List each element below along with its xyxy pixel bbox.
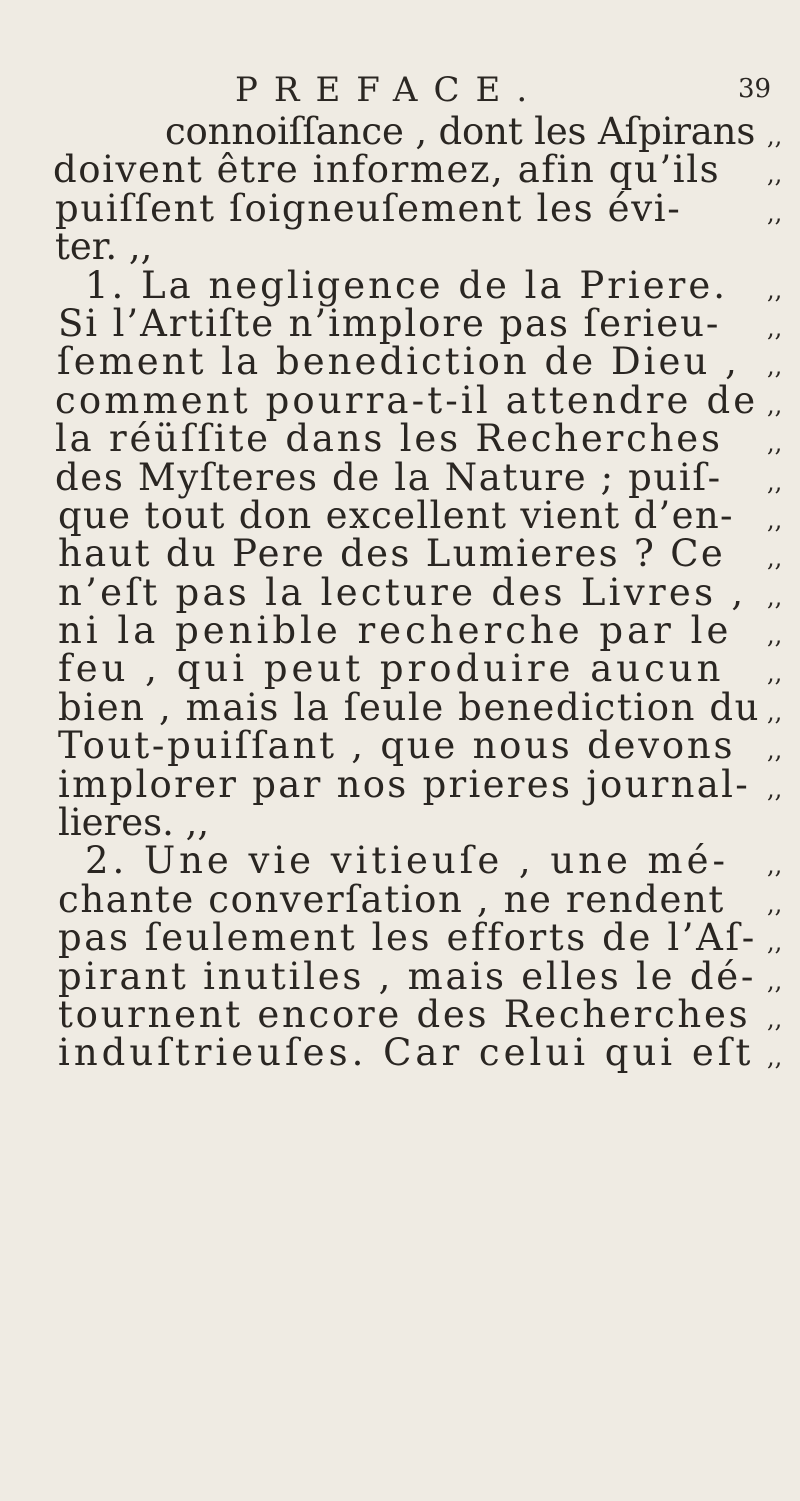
line-text: Si l’Artiſte n’implore pas ſerieu- [58,301,721,345]
marginal-quote-mark: ,, [767,928,783,957]
text-line [0,110,800,153]
text-line [0,609,800,653]
marginal-quote-mark: ,, [767,736,783,765]
text-line [0,417,800,461]
line-text: connoiſſance , dont les Aſpirans [165,110,756,153]
line-text: doivent être informez, afin qu’ils [53,148,721,192]
marginal-quote-mark: ,, [767,621,783,650]
text-line [0,954,800,998]
line-text: comment pourra-t-il attendre de [55,378,759,422]
marginal-quote-mark: ,, [767,697,783,726]
text-line [0,148,800,192]
line-text: haut du Pere des Lumieres ? Ce [58,532,726,576]
line-text: Tout-puiſſant , que nous devons [58,724,736,768]
text-line [0,340,800,384]
text-line [0,839,800,883]
marginal-quote-mark: ,, [767,198,783,227]
line-text: que tout don excellent vient d’en- [58,493,734,537]
marginal-quote-mark: ,, [767,544,783,573]
marginal-quote-mark: ,, [767,313,783,342]
marginal-quote-mark: ,, [767,1004,783,1033]
line-text: feu , qui peut produire aucun [58,647,725,691]
marginal-quote-mark: ,, [767,505,783,534]
line-text: lieres. ,, [58,801,210,845]
marginal-quote-mark: ,, [767,889,783,918]
line-text: puiſſent ſoigneuſement les évi- [55,186,682,230]
marginal-quote-mark: ,, [767,390,783,419]
marginal-quote-mark: ,, [767,352,783,381]
text-line [0,225,800,269]
marginal-quote-mark: ,, [767,774,783,803]
text-line [0,685,800,729]
text-line [0,877,800,921]
text-line [0,992,800,1036]
marginal-quote-mark: ,, [767,275,783,304]
text-line [0,570,800,614]
text-line [0,762,800,806]
marginal-quote-mark: ,, [767,851,783,880]
marginal-quote-mark: ,, [767,160,783,189]
line-text: ter. ,, [55,225,153,269]
line-text: tournent encore des Recherches [58,992,751,1036]
text-line [0,647,800,691]
text-line [0,724,800,768]
marginal-quote-mark: ,, [767,429,783,458]
running-head: PREFACE. [235,70,544,110]
marginal-quote-mark: ,, [767,122,783,150]
body-text [0,110,800,1075]
line-text: n’eſt pas la lecture des Livres , [58,570,747,614]
line-text: bien , mais la ſeule benediction du [58,685,761,729]
marginal-quote-mark: ,, [767,1043,783,1072]
text-line [0,263,800,307]
text-line [0,186,800,230]
line-text: pirant inutiles , mais elles le dé- [58,954,757,998]
marginal-quote-mark: ,, [767,467,783,496]
text-line [0,455,800,499]
text-line [0,532,800,576]
line-text: des Myſteres de la Nature ; puiſ- [55,455,722,499]
page-header [0,70,800,110]
marginal-quote-mark: ,, [767,659,783,688]
line-text: 1. La negligence de la Priere. [85,263,728,307]
line-text: pas ſeulement les efforts de l’Aſ- [58,916,757,960]
marginal-quote-mark: ,, [767,966,783,995]
line-text: implorer par nos prieres journal- [58,762,750,806]
text-line [0,301,800,345]
line-text: chante converſation , ne rendent [58,877,725,921]
line-text: ni la penible recherche par le [58,609,733,653]
text-line [0,916,800,960]
page-number: 39 [738,74,772,104]
line-text: induſtrieuſes. Car celui qui eſt [58,1031,755,1075]
marginal-quote-mark: ,, [767,582,783,611]
text-line [0,378,800,422]
text-line [0,493,800,537]
line-text: 2. Une vie vitieuſe , une mé- [85,839,729,883]
text-line [0,801,800,845]
line-text: la réüſſite dans les Recherches [55,417,723,461]
text-line [0,1031,800,1075]
line-text: ſement la benediction de Dieu , [57,340,740,384]
